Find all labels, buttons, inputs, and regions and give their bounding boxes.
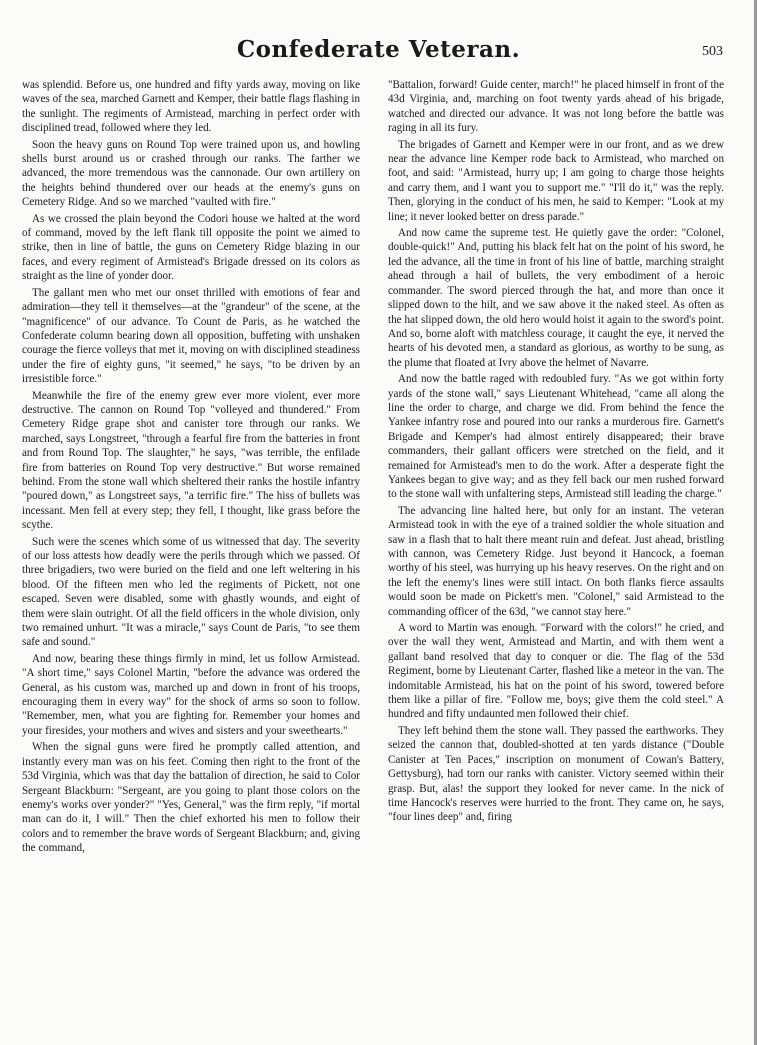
paragraph: As we crossed the plain beyond the Codori house we halted at the word of command, moved by the left flank till opposite the point we aimed to strike, then in line of battle, the guns on Cemetery Ridge blazing in our faces, and every regiment of Armistead's Brigade dressed on its colors as straight as the line of yonder door. [22,212,360,283]
paragraph: Meanwhile the fire of the enemy grew ever more violent, ever more destructive. The cannon on Round Top "volleyed and thundered." From Cemetery Ridge grape shot and canister tore through our ranks. We marched, says Longstreet, "through a fearful fire from the batteries in front and from Round Top. The slaughter," he says, "was terrible, the enfilade fire from batteries on Round Top very destructive." But worse remained behind. From the stone wall which sheltered their ranks the hostile infantry "poured down," as Longstreet says, "a terrific fire." The hiss of bullets was incessant. Men fell at every step; they fell, I thought, like grass before the scythe. [22,389,360,532]
paragraph: A word to Martin was enough. "Forward with the colors!" he cried, and over the wall they went, Armistead and Martin, and with them went a gallant band resolved that day to conquer or die. The flag of the 53d Regiment, borne by Lieutenant Carter, flashed like a meteor in the van. The indomitable Armistead, his hat on the point of his sword, towered before them like a pillar of fire. "Follow me, boys; give them the cold steel." A hundred and fifty undaunted men followed their chief. [388,622,724,721]
paragraph: was splendid. Before us, one hundred and fifty yards away, moving on like waves of the sea, marched Garnett and Kemper, their battle flags flashing in the sunlight. The regiments of Armistead, marching in perfect order with disciplined tread, followed where they led. [22,79,360,135]
paragraph: And now came the supreme test. He quietly gave the order: "Colonel, double-quick!" And, putting his black felt hat on the point of his sword, he led the advance, all the time in front of his line of battle, marching straight ahead through a hail of bullets, the very embodiment of a heroic commander. The sword pierced through the hat, and more than once it slipped down to the hilt, and we saw above it the naked steel. As often as the hat slipped down, the old hero would hoist it again to the sword's point. And so, borne aloft with matchless courage, it caught the eye, it nerved the hearts of his devoted men, a standard as glorious, as worthy to be sung, as the plume that floated at Ivry above the helmet of Navarre. [388,227,724,369]
paragraph: "Battalion, forward! Guide center, march!" he placed himself in front of the 43d Virginia, and, marching on foot twenty yards ahead of his brigade, watched and directed our advance. It was not long before the battle was raging in all its fury. [388,79,724,135]
paragraph: And now the battle raged with redoubled fury. "As we got within forty yards of the stone wall," says Lieutenant Whitehead, "came all along the line the order to charge, and charge we did. From behind the fence the Yankee infantry rose and poured into our ranks a murderous fire. Garnett's Brigade and Kemper's had almost entirely disappeared; their brave commanders, their gallant officers were stretched on the field, and it remained for Armistead's men to do the work. After a desperate fight the Yankees began to give way; and as they fell back our men rushed forward to the stone wall with unfaltering steps, Armistead still leading the charge." [388,373,724,501]
paragraph: Soon the heavy guns on Round Top were trained upon us, and howling shells burst around us or crashed through our ranks. The farther we advanced, the more tremendous was the cannonade. Our own artillery on the heights behind thundered over our heads at the enemy's guns on Cemetery Ridge. And so we marched "vaulted with fire." [22,138,360,209]
paragraph: The gallant men who met our onset thrilled with emotions of fear and admiration—they tell it themselves—at the "grandeur" of the scene, at the "magnificence" of our advance. To Count de Paris, as he watched the Confederate column bearing down all opposition, buffeting with unshaken courage the fierce volleys that met it, moving on with disciplined steadiness under the fire of eighty guns, "it seemed," he says, "to be driven by an irresistible force." [22,286,360,386]
right-column [388,78,724,827]
paragraph: The advancing line halted here, but only for an instant. The veteran Armistead took in with the eye of a trained soldier the whole situation and saw in a flash that to halt there meant ruin and defeat. Just ahead, bristling with cannon, was Cemetery Ridge. Just beyond it Hancock, a foeman worthy of his steel, was hurrying up his heavy reserves. On the right and on the left the enemy's lines were still intact. On both flanks fierce assaults would soon be made on Pickett's men. "Colonel," said Armistead to the commanding officer of the 63d, "we cannot stay here." [388,504,724,618]
paragraph: When the signal guns were fired he promptly called attention, and instantly every man was on his feet. Coming then right to the front of the 53d Virginia, which was that day the battalion of direction, he said to Color Sergeant Blackburn: "Sergeant, are you going to plant those colors on the enemy's works over yonder?" "Yes, General," was the firm reply, "if mortal man can do it, I will." Then the chief exhorted his men to follow their colors and to remember the brave words of Sergeant Blackburn; and, giving the command, [22,741,360,855]
paragraph: And now, bearing these things firmly in mind, let us follow Armistead. "A short time," says Colonel Martin, "before the advance was ordered the General, as his custom was, marched up and down in front of his troops, encouraging them in every way" for the shock of arms so soon to follow. "Remember, men, what you are fighting for. Remember your homes and your firesides, your mothers and wives and sisters and your sweethearts." [22,652,360,737]
paragraph: The brigades of Garnett and Kemper were in our front, and as we drew near the advance line Kemper rode back to Armistead, who marched on foot, and said: "Armistead, hurry up; I am going to charge those heights and carry them, and I want you to support me." "I'll do it," was the reply. Then, glorying in the conduct of his men, he said to Kemper: "Look at my line; it never looked better on dress parade." [388,138,724,223]
page-title: Confederate Veteran. [236,36,521,63]
paragraph: Such were the scenes which some of us witnessed that day. The severity of our loss attests how deadly were the perils through which we passed. Of three brigadiers, two were buried on the field and one left weltering in his blood. Of the fifteen men who led the regiments of Pickett, not one escaped. Seven were disabled, some with ghastly wounds, and eight of them were slain outright. Of all the field officers in the whole division, only two remained unhurt. "It was a miracle," says Count de Paris, "to see them safe and sound." [22,535,360,649]
page-number: 503 [702,44,723,59]
left-column [22,78,360,858]
paragraph: They left behind them the stone wall. They passed the earthworks. They seized the cannon that, doubled-shotted at ten yards distance ("Double Canister at Ten Paces," inscription on monument of Cowan's Battery, Gettysburg), had torn our ranks with canister. Victory seemed within their grasp. But, alas! the support they looked for never came. In the nick of time Hancock's reserves were hurried to the front. They came on, he says, "four lines deep" and, firing [388,724,724,824]
